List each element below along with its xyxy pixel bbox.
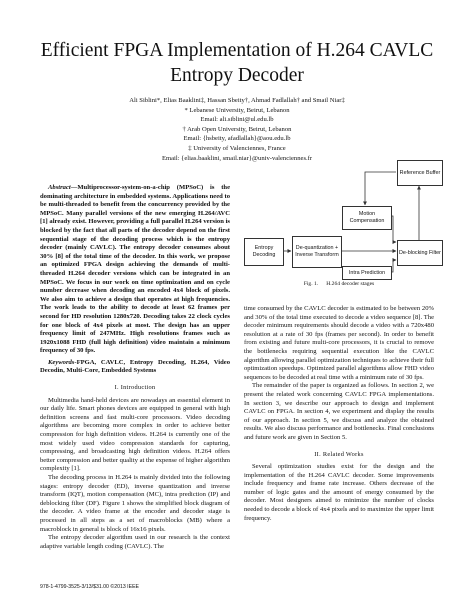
- intro-paragraph-2: The decoding process in H.264 is mainly divided into the following stages: entropy decoder (ED), inverse quantization and inverse transform (IQT), motion compensation (MC), intra prediction (IP) and deblocking filter (DF). Figure 1 shows the simplified block diagram of the decoder. A video frame at the encoder and decoder stage is processed in all steps as a set of macroblocks (MB) where a macroblock in general is block of 16x16 pixels.: [40, 474, 230, 533]
- affiliation-3: ‡ University of Valenciennes, France: [188, 144, 286, 152]
- right-paragraph-2: The remainder of the paper is organized as follows. In section 2, we present the related work concerning CAVLC FPGA implementations. In section 3, we describe our approach to design and implement CAVLC on FPGA. In section 4, we experiment and display the results of our approach. In section 5, we discuss and analyze the obtained results. We also discuss performance and bottlenecks. Final conclusions and future work are given in Section 5.: [244, 382, 434, 441]
- motion-compensation-box: Motion Compensation: [342, 206, 392, 230]
- title-line-2: Entropy Decoder: [170, 65, 304, 86]
- section-heading-introduction: I. Introduction: [114, 384, 156, 392]
- decoder-block-diagram: [244, 150, 442, 288]
- dequantization-box: De-quantization + Inverse Transform: [292, 236, 342, 268]
- affiliation-1: * Lebanese University, Beirut, Lebanon: [184, 106, 290, 114]
- intro-paragraph-3: The entropy decoder algorithm used in our research is the context adaptive variable length coding (CAVLC). The: [40, 534, 230, 550]
- section-heading-related-works: II. Related Works: [314, 450, 364, 458]
- arrow-reference-to-motion: [365, 172, 396, 205]
- email-2: Email: {hsbeity, afadlallah}@aou.edu.lb: [183, 135, 291, 143]
- email-3: Email: {elias.baaklini, smail.niar}@univ-valenciennes.fr: [161, 154, 313, 162]
- abstract-label: Abstract: [48, 184, 71, 191]
- right-column: [244, 305, 434, 523]
- intro-paragraph-1: Multimedia hand-held devices are nowadays an essential element in our daily life. Smart phones devices are equipped in general with high definition screens and fast multi-core processors. Video decoding algorithms are becoming more complex in order to achieve better compression for high definition videos. H.264 is currently one of the most widely used video compression standards for capturing, compressing, and broadcasting high definition videos. H.264 offers better compression and better quality at the expense of higher algorithm complexity [1].: [40, 396, 230, 473]
- right-paragraph-1: time consumed by the CAVLC decoder is estimated to be between 20% and 30% of the total time executed to decode a video sequence [8]. The decoder minimum requirements should decode a video with a 720x480 resolution at a rate of 30 fps (frames per second). In order to benefit from existing and future multi-core processors, it is crucial to remove the bottlenecks requiring sequential execution like the CAVLC algorithm allowing parallel optimization techniques to achieve their full optimization speedups. Optimized parallel algorithms allow FHD video sequences to be decoded at real time with a minimum rate of 30 fps.: [244, 305, 434, 381]
- intra-prediction-box: Intra Prediction: [342, 266, 392, 280]
- abstract-text: —Multiprocessor-system-on-a-chip (MPSoC) is the dominating architecture in embedded systems. Applications need to be multi-threaded to benefit from the concurrency provided by the MPSoC. Many parallel versions of the new emerging H.264/AVC [1] already exist. However, providing a full parallel H.264 version is blocked by the fact that all parts of the decoder depend on the first sequential stage of the decoding process which is the entropy decoder (mainly CAVLC). The entropy decoder consumes about 30% [8] of the total time of the decoder. In this work, we propose an optimized FPGA design achieving the demands of multi-threaded H.264 decoder versions which can be integrated in an MPSoC. We focus in our work on time optimization and on cycle number decrease when decoding an encoded 4x4 block of pixels. We also aim to achieve a design that operates at high frequencies. The work leads to the ability to decode at least 62 frames per second for HD resolution 1280x720. Decoding takes 22 clock cycles for one block of 4x4 pixels at most. The design has an upper frequency limit of 247MHz. High resolutions frames such as 1920x1088 FHD (full high definition) video maintain a minimum frequency of 30 fps.: [40, 184, 230, 355]
- affiliation-2: † Arab Open University, Beirut, Lebanon: [182, 125, 292, 133]
- reference-buffer-box: Reference Buffer: [397, 160, 443, 186]
- related-works-paragraph: Several optimization studies exist for the design and the implementation of the H.264 CAVLC decoder. Some improvements include frequency and frame rate increase. Others decrease of the number of logic gates and the amount of energy consumed by the decoder. Most designers aimed to minimize the number of clocks needed to decode a block of 4x4 pixels and to maximize the upper limit frequency.: [244, 463, 434, 522]
- copyright-footer: 978-1-4799-3525-3/13/$31.00 ©2013 IEEE: [40, 584, 140, 590]
- figure-number: Fig. 1.: [303, 281, 319, 287]
- keywords-label: Keywords: [48, 358, 75, 366]
- keywords-text: -FPGA, CAVLC, Entropy Decoding, H.264, Video Decodin, Multi-Core, Embedded Systems: [40, 358, 230, 375]
- figure-caption: [244, 281, 442, 287]
- left-column: [40, 184, 230, 551]
- deblocking-filter-box: De-blocking Filter: [397, 240, 443, 266]
- email-1: Email: ali.siblini@ul.edu.lb: [200, 116, 274, 124]
- author-names: Ali Siblini*, Elias Baaklini‡, Hassan Sbeity†, Ahmad Fadlallah† and Smail Niar‡: [129, 97, 345, 104]
- paper-title: [0, 38, 474, 88]
- abstract: [40, 184, 230, 356]
- title-line-1: Efficient FPGA Implementation of H.264 CAVLC: [40, 40, 434, 61]
- entropy-decoding-box: Entropy Decoding: [244, 238, 284, 266]
- keywords: [40, 359, 230, 376]
- figure-caption-text: H.264 decoder stages: [326, 281, 375, 287]
